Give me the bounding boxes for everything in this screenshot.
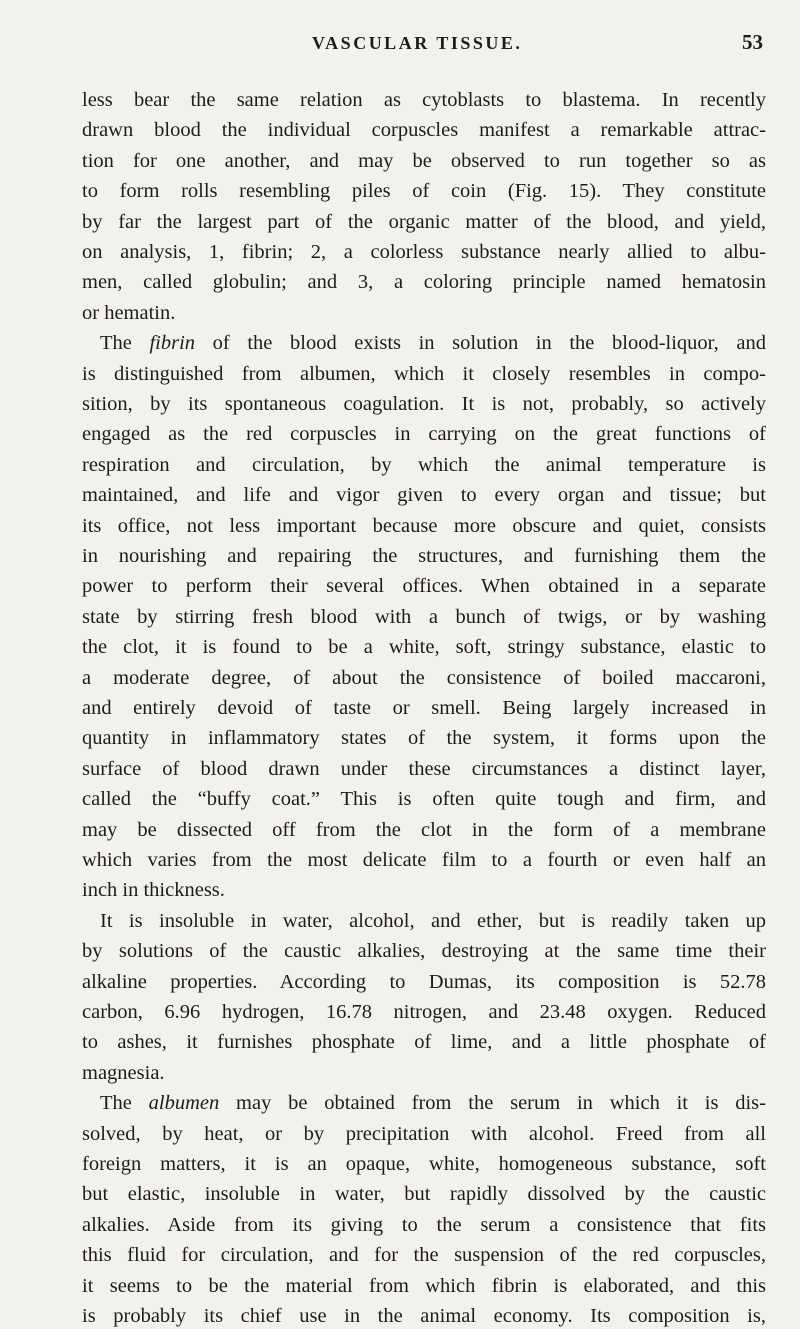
text-line: inch in thickness. (82, 879, 225, 902)
text-line: carbon, 6.96 hydrogen, 16.78 nitrogen, and 23.48 oxygen. Reduced (82, 1001, 766, 1023)
italic-term: albumen (148, 1092, 220, 1115)
text-line: by solutions of the caustic alkalies, destroying at the same time their (82, 940, 766, 963)
text-line: or hematin. (82, 301, 176, 324)
text-line: alkaline properties. According to Dumas, its composition is 52.78 (82, 970, 766, 993)
text-line: men, called globulin; and 3, a coloring principle named hematosin (82, 271, 766, 294)
text-line: sition, by its spontaneous coagulation. It is not, probably, so actively (82, 393, 766, 415)
text-line: tion for one another, and may be observed to run together so as (82, 149, 766, 172)
text-line: to ashes, it furnishes phosphate of lime, and a little phosphate of (82, 1031, 766, 1054)
text-line: is probably its chief use in the animal economy. Its composition is, (82, 1305, 766, 1327)
text-span: The (100, 1092, 149, 1115)
text-span: The (100, 332, 150, 355)
text-line: is distinguished from albumen, which it closely resembles in compo- (82, 362, 766, 385)
text-line: respiration and circulation, by which the animal temperature is (82, 453, 766, 476)
text-line: by far the largest part of the organic matter of the blood, and yield, (82, 210, 766, 233)
text-line: less bear the same relation as cytoblasts to blastema. In recently (82, 89, 766, 111)
text-line: and entirely devoid of taste or smell. Being largely increased in (82, 697, 766, 719)
text-line: the clot, it is found to be a white, soft, stringy substance, elastic to (82, 636, 766, 659)
text-line: this fluid for circulation, and for the suspension of the red corpuscles, (82, 1244, 766, 1267)
text-line (100, 1090, 766, 1116)
text-line (100, 330, 766, 356)
text-line: foreign matters, it is an opaque, white, homogeneous substance, soft (82, 1153, 766, 1175)
text-line: may be dissected off from the clot in the form of a membrane (82, 818, 766, 841)
running-header-title: VASCULAR TISSUE. (312, 33, 523, 53)
text-line: magnesia. (82, 1061, 165, 1084)
text-line: in nourishing and repairing the structures, and furnishing them the (82, 545, 766, 567)
text-line: surface of blood drawn under these circumstances a distinct layer, (82, 757, 766, 780)
text-span: of the blood exists in solution in the blood-liquor, and (195, 332, 767, 355)
text-line: on analysis, 1, fibrin; 2, a colorless substance nearly allied to albu- (82, 241, 766, 263)
text-line: maintained, and life and vigor given to every organ and tissue; but (82, 484, 766, 507)
text-line: its office, not less important because more obscure and quiet, consists (82, 514, 766, 537)
italic-term: fibrin (149, 332, 196, 355)
text-line: alkalies. Aside from its giving to the serum a consistence that fits (82, 1213, 766, 1236)
text-span: may be obtained from the serum in which it is dis- (219, 1092, 766, 1115)
text-line: drawn blood the individual corpuscles manifest a remarkable attrac- (82, 119, 766, 142)
text-line: called the “buffy coat.” This is often quite tough and firm, and (82, 788, 766, 811)
text-line: power to perform their several offices. When obtained in a separate (82, 575, 766, 598)
text-line: It is insoluble in water, alcohol, and ether, but is readily taken up (100, 909, 766, 932)
text-line: it seems to be the material from which fibrin is elaborated, and this (82, 1274, 766, 1297)
text-line: quantity in inflammatory states of the system, it forms upon the (82, 727, 766, 750)
text-line: a moderate degree, of about the consistence of boiled maccaroni, (82, 666, 766, 689)
text-line: state by stirring fresh blood with a bunch of twigs, or by washing (82, 605, 766, 628)
text-line: but elastic, insoluble in water, but rapidly dissolved by the caustic (82, 1183, 766, 1206)
text-line: to form rolls resembling piles of coin (Fig. 15). They constitute (82, 180, 766, 203)
text-line: which varies from the most delicate film to a fourth or even half an (82, 849, 766, 871)
text-line: solved, by heat, or by precipitation with alcohol. Freed from all (82, 1122, 766, 1145)
text-line: engaged as the red corpuscles in carrying on the great functions of (82, 423, 766, 446)
page-number: 53 (742, 30, 763, 54)
